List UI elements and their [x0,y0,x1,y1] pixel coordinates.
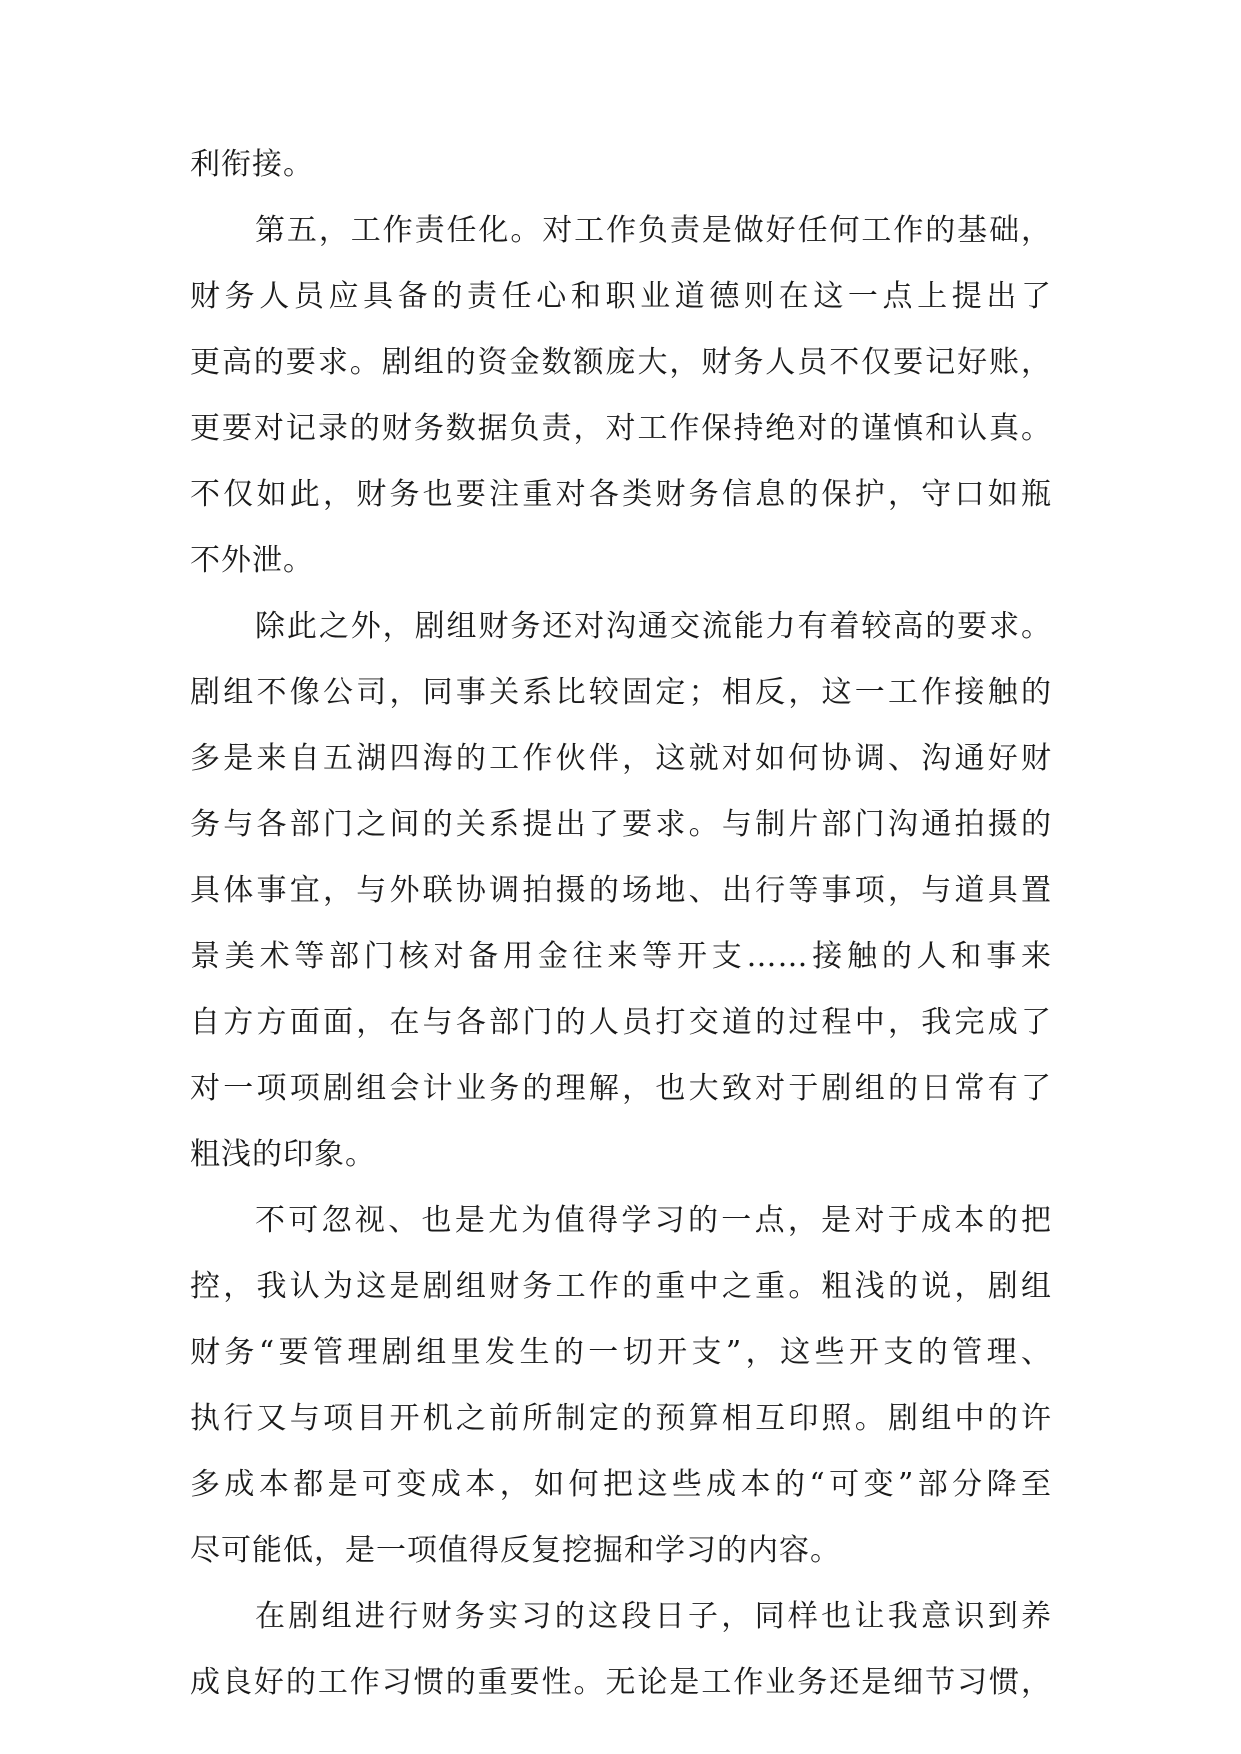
text-line: 尽可能低，是一项值得反复挖掘和学习的内容。 [190,1533,841,1568]
paragraph-start-line: 在剧组进行财务实习的这段日子，同样也让我意识到养 [255,1599,1052,1634]
text-line: 多成本都是可变成本，如何把这些成本的“可变”部分降至 [190,1467,1052,1502]
text-line: 对一项项剧组会计业务的理解，也大致对于剧组的日常有了 [190,1071,1052,1106]
text-line: 景美术等部门核对备用金往来等开支……接触的人和事来 [190,939,1052,974]
text-line: 多是来自五湖四海的工作伙伴，这就对如何协调、沟通好财 [190,741,1052,776]
text-line: 不仅如此，财务也要注重对各类财务信息的保护，守口如瓶 [190,477,1052,512]
text-line: 具体事宜，与外联协调拍摄的场地、出行等事项，与道具置 [190,873,1052,908]
text-line: 不外泄。 [190,543,314,578]
text-line: 更高的要求。剧组的资金数额庞大，财务人员不仅要记好账， [190,345,1052,380]
text-line: 执行又与项目开机之前所制定的预算相互印照。剧组中的许 [190,1401,1052,1436]
paragraph-start-line: 除此之外，剧组财务还对沟通交流能力有着较高的要求。 [255,609,1052,644]
text-line: 务与各部门之间的关系提出了要求。与制片部门沟通拍摄的 [190,807,1052,842]
document-body [190,132,1052,1716]
text-line: 粗浅的印象。 [190,1137,376,1172]
text-line: 利衔接。 [190,147,314,182]
paragraph-start-line: 不可忽视、也是尤为值得学习的一点，是对于成本的把 [255,1203,1052,1238]
text-line: 自方方面面，在与各部门的人员打交道的过程中，我完成了 [190,1005,1052,1040]
paragraph-start-line: 第五，工作责任化。对工作负责是做好任何工作的基础， [255,213,1052,248]
text-line: 更要对记录的财务数据负责，对工作保持绝对的谨慎和认真。 [190,411,1052,446]
text-line: 财务“要管理剧组里发生的一切开支”，这些开支的管理、 [190,1335,1052,1370]
text-line: 成良好的工作习惯的重要性。无论是工作业务还是细节习惯， [190,1665,1052,1700]
text-line: 剧组不像公司，同事关系比较固定；相反，这一工作接触的 [190,675,1052,710]
text-line: 控，我认为这是剧组财务工作的重中之重。粗浅的说，剧组 [190,1269,1052,1304]
text-line: 财务人员应具备的责任心和职业道德则在这一点上提出了 [190,279,1052,314]
